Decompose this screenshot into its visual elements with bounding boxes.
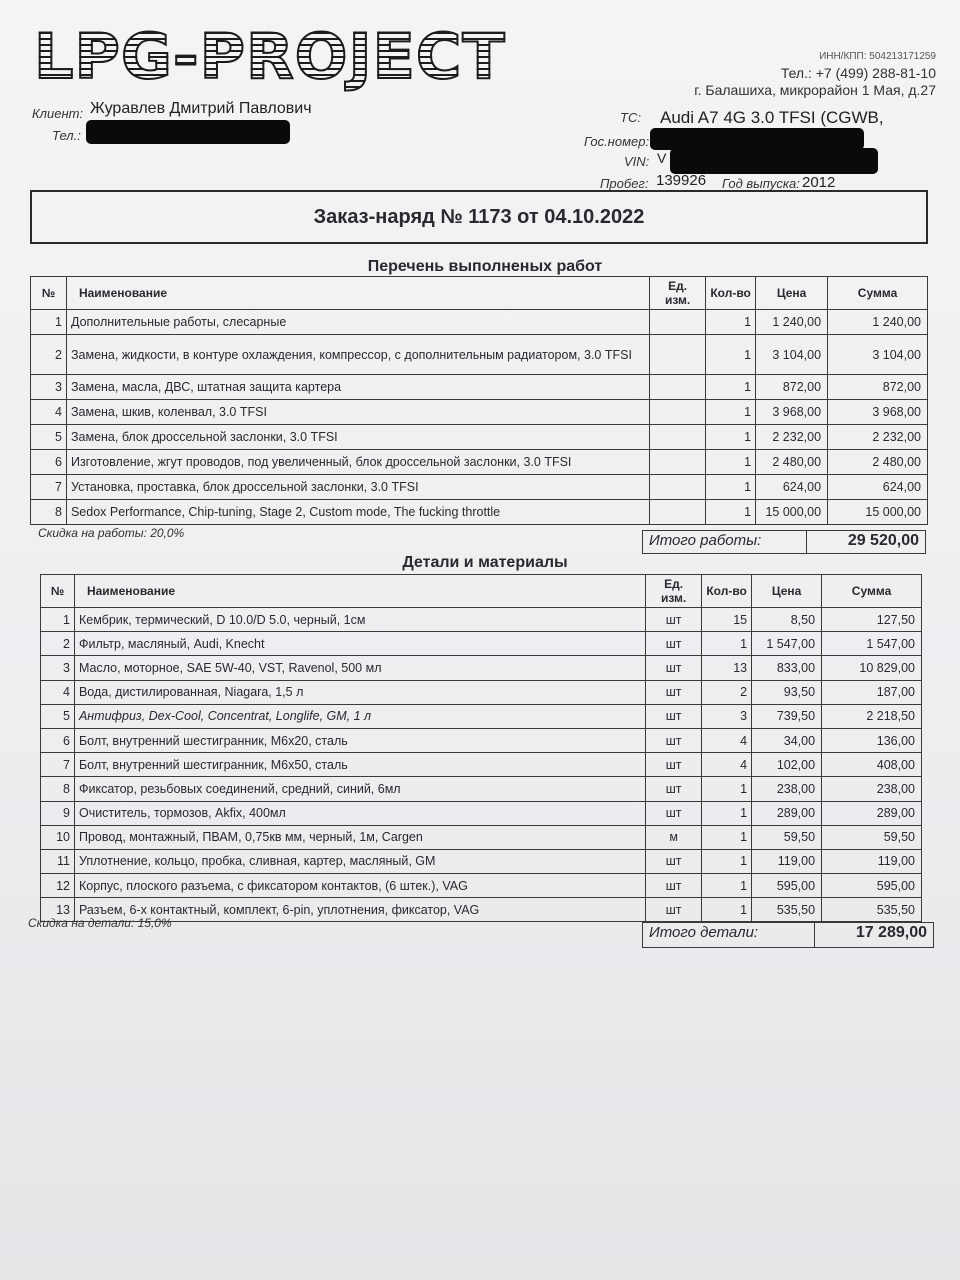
parts-cell: 136,00 [822, 728, 922, 752]
parts-cell: 1 547,00 [822, 632, 922, 656]
works-cell: 7 [31, 475, 67, 500]
parts-cell: шт [646, 656, 702, 680]
works-cell: 6 [31, 450, 67, 475]
parts-cell: 1 547,00 [752, 632, 822, 656]
works-cell: 1 [706, 425, 756, 450]
parts-cell: шт [646, 728, 702, 752]
parts-cell: 238,00 [752, 777, 822, 801]
parts-cell: 1 [702, 632, 752, 656]
table-row [41, 728, 922, 752]
vin-redaction [670, 148, 878, 174]
parts-total-label: Итого детали: [649, 924, 759, 941]
parts-cell: 6 [41, 728, 75, 752]
parts-cell: 3 [702, 704, 752, 728]
works-cell: 624,00 [756, 475, 828, 500]
works-cell: 1 [706, 310, 756, 335]
table-row [31, 310, 928, 335]
table-row [41, 874, 922, 898]
works-cell: Изготовление, жгут проводов, под увеличенный, блок дроссельной заслонки, 3.0 TFSI [66, 450, 649, 475]
works-header-cell: Наименование [66, 277, 649, 310]
parts-cell: Болт, внутренний шестигранник, M6x20, сталь [74, 728, 645, 752]
vin-label: VIN: [624, 154, 650, 169]
company-address: г. Балашиха, микрорайон 1 Мая, д.27 [694, 82, 936, 98]
parts-cell: 102,00 [752, 753, 822, 777]
parts-cell: 408,00 [822, 753, 922, 777]
parts-cell: 1 [702, 849, 752, 873]
parts-cell: 4 [702, 728, 752, 752]
parts-cell: 739,50 [752, 704, 822, 728]
parts-cell: 13 [702, 656, 752, 680]
mileage-value: 139926 [656, 172, 707, 189]
table-row [31, 475, 928, 500]
parts-cell: 119,00 [752, 849, 822, 873]
table-row [41, 680, 922, 704]
parts-header-cell: Наименование [74, 575, 645, 608]
works-cell: 1 [706, 375, 756, 400]
parts-header-cell: Сумма [822, 575, 922, 608]
plate-redaction [650, 128, 864, 150]
company-phone: Тел.: +7 (499) 288-81-10 [780, 65, 936, 81]
parts-cell: 12 [41, 874, 75, 898]
parts-cell: 1 [702, 898, 752, 922]
parts-cell: 187,00 [822, 680, 922, 704]
company-info [694, 48, 936, 99]
parts-discount: Скидка на детали: 15,0% [28, 916, 172, 930]
parts-cell: 11 [41, 849, 75, 873]
works-total-label: Итого работы: [649, 532, 762, 549]
parts-cell: 15 [702, 608, 752, 632]
table-row [41, 898, 922, 922]
parts-cell: Провод, монтажный, ПВАМ, 0,75кв мм, черный, 1м, Cargen [74, 825, 645, 849]
works-cell [650, 450, 706, 475]
parts-cell: Вода, дистилированная, Niagara, 1,5 л [74, 680, 645, 704]
works-cell: 2 232,00 [756, 425, 828, 450]
works-cell [650, 425, 706, 450]
parts-cell: Уплотнение, кольцо, пробка, сливная, картер, масляный, GM [74, 849, 645, 873]
parts-cell: шт [646, 801, 702, 825]
works-cell [650, 500, 706, 525]
works-cell: 1 [706, 475, 756, 500]
parts-cell: 833,00 [752, 656, 822, 680]
parts-cell: шт [646, 608, 702, 632]
works-cell [650, 310, 706, 335]
parts-cell: 289,00 [752, 801, 822, 825]
parts-cell: 595,00 [822, 874, 922, 898]
parts-cell: 1 [702, 777, 752, 801]
parts-cell: 2 218,50 [822, 704, 922, 728]
works-cell: 1 240,00 [828, 310, 928, 335]
table-row [41, 656, 922, 680]
works-cell: 872,00 [756, 375, 828, 400]
works-cell: 2 480,00 [756, 450, 828, 475]
table-row [31, 335, 928, 375]
parts-header-cell: Цена [752, 575, 822, 608]
works-cell: Замена, блок дроссельной заслонки, 3.0 TFSI [66, 425, 649, 450]
table-row [41, 608, 922, 632]
parts-table [40, 574, 922, 922]
parts-cell: м [646, 825, 702, 849]
mileage-label: Пробег: [600, 176, 649, 191]
parts-cell: 595,00 [752, 874, 822, 898]
year-value: 2012 [802, 174, 836, 191]
works-table-header [31, 277, 928, 310]
works-header-cell: Цена [756, 277, 828, 310]
order-title: Заказ-наряд № 1173 от 04.10.2022 [30, 190, 928, 244]
parts-cell: 2 [41, 632, 75, 656]
parts-cell: шт [646, 680, 702, 704]
parts-cell: 535,50 [752, 898, 822, 922]
works-cell: 2 480,00 [828, 450, 928, 475]
works-cell: 2 232,00 [828, 425, 928, 450]
works-cell: 624,00 [828, 475, 928, 500]
table-row [41, 825, 922, 849]
works-cell: 1 [31, 310, 67, 335]
client-label: Клиент: [32, 106, 84, 121]
plate-label: Гос.номер: [584, 134, 650, 149]
works-cell: 3 968,00 [828, 400, 928, 425]
parts-cell: 289,00 [822, 801, 922, 825]
works-section-title: Перечень выполненых работ [367, 258, 603, 275]
works-cell: 872,00 [828, 375, 928, 400]
table-row [31, 500, 928, 525]
works-cell: Замена, жидкости, в контуре охлаждения, компрессор, с дополнительным радиатором, 3.0 TFSI [66, 335, 649, 375]
table-row [41, 777, 922, 801]
works-cell [650, 475, 706, 500]
parts-cell: Фильтр, масляный, Audi, Knecht [74, 632, 645, 656]
table-row [41, 704, 922, 728]
parts-cell: Корпус, плоского разъема, с фиксатором контактов, (6 штек.), VAG [74, 874, 645, 898]
parts-cell: 1 [702, 801, 752, 825]
table-row [31, 375, 928, 400]
works-cell: 1 240,00 [756, 310, 828, 335]
parts-cell: 535,50 [822, 898, 922, 922]
parts-cell: Масло, моторное, SAE 5W-40, VST, Ravenol, 500 мл [74, 656, 645, 680]
parts-cell: шт [646, 777, 702, 801]
client-phone-label: Тел.: [52, 128, 81, 143]
parts-header-cell: № [41, 575, 75, 608]
parts-table-header [41, 575, 922, 608]
works-cell: 15 000,00 [828, 500, 928, 525]
parts-cell: 59,50 [752, 825, 822, 849]
vehicle-model: Audi A7 4G 3.0 TFSI (CGWB, [660, 108, 884, 127]
parts-cell: Очиститель, тормозов, Akfix, 400мл [74, 801, 645, 825]
parts-cell: Разъем, 6-х контактный, комплект, 6-pin, уплотнения, фиксатор, VAG [74, 898, 645, 922]
company-inn: ИНН/КПП: 504213171259 [819, 51, 936, 62]
parts-cell: Фиксатор, резьбовых соединений, средний, синий, 6мл [74, 777, 645, 801]
works-discount: Скидка на работы: 20,0% [38, 526, 185, 540]
table-row [31, 450, 928, 475]
works-cell: 3 104,00 [828, 335, 928, 375]
parts-section-title: Детали и материалы [402, 554, 568, 571]
company-logo: LPG-PROJECT [34, 20, 506, 93]
parts-cell: 4 [41, 680, 75, 704]
parts-cell: 59,50 [822, 825, 922, 849]
parts-cell: Кембрик, термический, D 10.0/D 5.0, черный, 1см [74, 608, 645, 632]
parts-cell: 93,50 [752, 680, 822, 704]
vehicle-label: ТС: [620, 110, 641, 125]
parts-cell: 1 [702, 874, 752, 898]
parts-cell: шт [646, 632, 702, 656]
parts-cell: шт [646, 753, 702, 777]
parts-cell: 238,00 [822, 777, 922, 801]
table-row [31, 400, 928, 425]
table-row [41, 753, 922, 777]
client-phone-redaction [86, 120, 290, 144]
works-cell: 8 [31, 500, 67, 525]
parts-cell: 10 829,00 [822, 656, 922, 680]
parts-total [642, 922, 934, 948]
client-name: Журавлев Дмитрий Павлович [90, 100, 312, 117]
parts-cell: шт [646, 849, 702, 873]
works-total [642, 530, 926, 554]
parts-cell: 10 [41, 825, 75, 849]
year-label: Год выпуска: [722, 176, 800, 191]
table-row [31, 425, 928, 450]
works-cell: Замена, шкив, коленвал, 3.0 TFSI [66, 400, 649, 425]
works-cell: 1 [706, 400, 756, 425]
works-cell: 1 [706, 450, 756, 475]
parts-cell: 2 [702, 680, 752, 704]
parts-cell: Антифриз, Dex-Cool, Concentrat, Longlife, GM, 1 л [74, 704, 645, 728]
parts-header-cell: Кол-во [702, 575, 752, 608]
parts-cell: 3 [41, 656, 75, 680]
works-cell [650, 335, 706, 375]
works-cell: 1 [706, 335, 756, 375]
works-cell: 3 968,00 [756, 400, 828, 425]
works-cell: Установка, проставка, блок дроссельной заслонки, 3.0 TFSI [66, 475, 649, 500]
works-table [30, 276, 928, 525]
parts-cell: 8 [41, 777, 75, 801]
parts-cell: Болт, внутренний шестигранник, M6x50, сталь [74, 753, 645, 777]
works-cell: 2 [31, 335, 67, 375]
works-cell: Sedox Performance, Chip-tuning, Stage 2, Custom mode, The fucking throttle [66, 500, 649, 525]
works-cell: Дополнительные работы, слесарные [66, 310, 649, 335]
works-cell: 3 [31, 375, 67, 400]
parts-cell: 5 [41, 704, 75, 728]
parts-cell: 9 [41, 801, 75, 825]
parts-cell: 7 [41, 753, 75, 777]
parts-header-cell: Ед. изм. [646, 575, 702, 608]
vin-value: V [657, 150, 667, 166]
works-header-cell: Сумма [828, 277, 928, 310]
table-row [41, 849, 922, 873]
parts-cell: шт [646, 874, 702, 898]
works-total-value: 29 520,00 [806, 531, 925, 553]
parts-total-value: 17 289,00 [814, 923, 933, 947]
works-cell: 3 104,00 [756, 335, 828, 375]
parts-cell: 13 [41, 898, 75, 922]
works-header-cell: Ед. изм. [650, 277, 706, 310]
parts-cell: 1 [41, 608, 75, 632]
works-cell: 4 [31, 400, 67, 425]
parts-cell: 1 [702, 825, 752, 849]
works-cell: Замена, масла, ДВС, штатная защита картера [66, 375, 649, 400]
works-cell: 1 [706, 500, 756, 525]
works-cell: 15 000,00 [756, 500, 828, 525]
parts-cell: 8,50 [752, 608, 822, 632]
parts-cell: 127,50 [822, 608, 922, 632]
parts-cell: шт [646, 898, 702, 922]
works-header-cell: Кол-во [706, 277, 756, 310]
table-row [41, 801, 922, 825]
table-row [41, 632, 922, 656]
works-cell [650, 400, 706, 425]
parts-cell: 34,00 [752, 728, 822, 752]
works-cell [650, 375, 706, 400]
works-header-cell: № [31, 277, 67, 310]
parts-cell: 4 [702, 753, 752, 777]
works-cell: 5 [31, 425, 67, 450]
parts-cell: 119,00 [822, 849, 922, 873]
parts-cell: шт [646, 704, 702, 728]
